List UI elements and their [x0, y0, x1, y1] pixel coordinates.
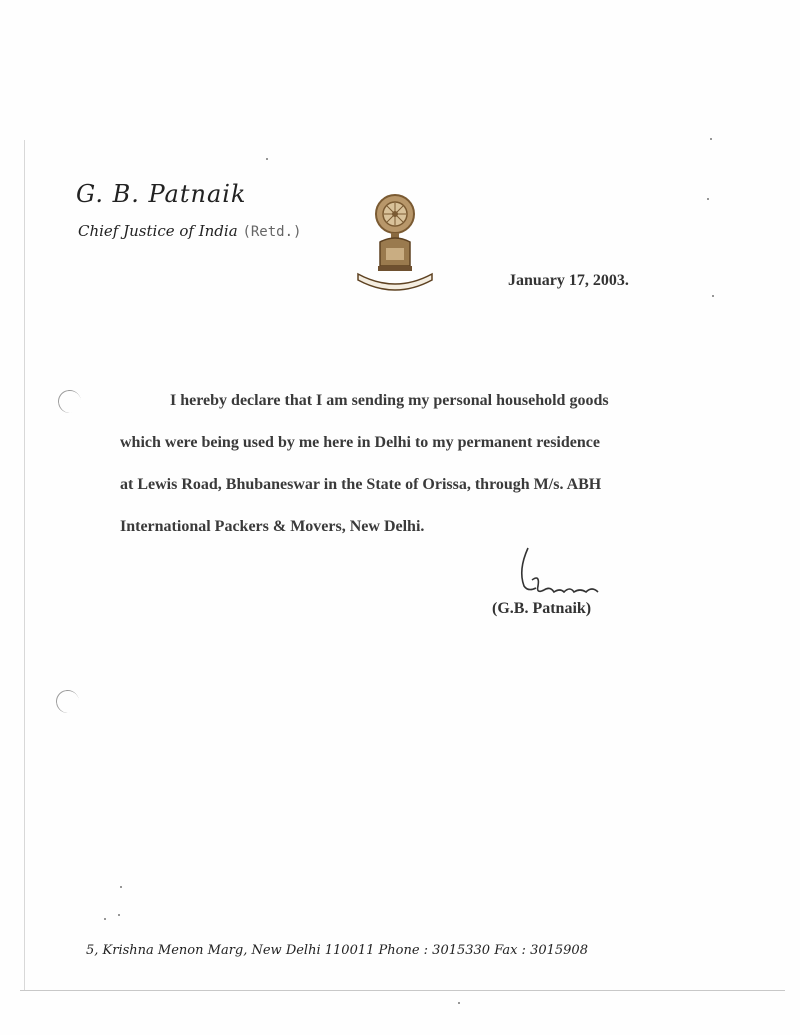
scan-speck [118, 914, 120, 916]
declaration-line: International Packers & Movers, New Delhi. [120, 518, 425, 535]
page-left-edge [24, 140, 25, 990]
letterhead-title-text: Chief Justice of India [78, 222, 238, 240]
declaration-line: which were being used by me here in Delhi to my permanent residence [120, 434, 600, 451]
letterhead-footer-address: 5, Krishna Menon Marg, New Delhi 110011 Phone : 3015330 Fax : 3015908 [86, 943, 588, 958]
declaration-line: I hereby declare that I am sending my personal household goods [170, 392, 609, 409]
state-emblem-icon [350, 190, 440, 300]
punch-hole-mark [56, 388, 83, 415]
scan-speck [120, 886, 122, 888]
declaration-paragraph [120, 380, 705, 548]
scan-speck [707, 198, 709, 200]
signatory-name: (G.B. Patnaik) [492, 600, 592, 617]
punch-hole-mark [54, 688, 81, 715]
scan-speck [266, 158, 268, 160]
scan-speck [710, 138, 712, 140]
scan-speck [458, 1002, 460, 1004]
scan-speck [712, 295, 714, 297]
letterhead-name: G. B. Patnaik [76, 180, 247, 208]
scan-speck [104, 918, 106, 920]
page-bottom-edge [20, 990, 785, 991]
declaration-line: at Lewis Road, Bhubaneswar in the State of Orissa, through M/s. ABH [120, 476, 602, 493]
letterhead-title [78, 222, 301, 240]
letter-date: January 17, 2003. [508, 272, 629, 289]
letterhead-title-suffix: (Retd.) [242, 224, 302, 240]
